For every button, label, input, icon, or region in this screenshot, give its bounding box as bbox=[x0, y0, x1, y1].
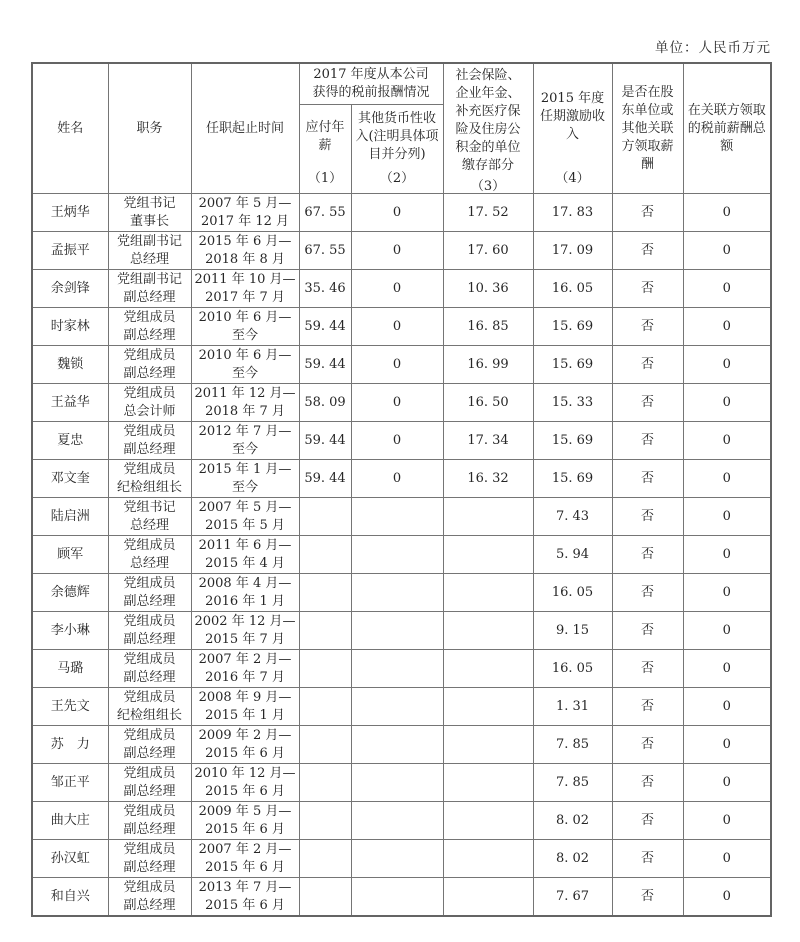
cell-social-insurance bbox=[443, 650, 533, 688]
cell-annual-salary bbox=[299, 536, 351, 574]
cell-term-incentive: 8. 02 bbox=[533, 840, 612, 878]
unit-label: 单位：人民币万元 bbox=[655, 40, 771, 56]
cell-social-insurance: 16. 32 bbox=[443, 460, 533, 498]
cell-position: 党组成员 副总经理 bbox=[108, 764, 191, 802]
header-name-label: 姓名 bbox=[57, 120, 84, 136]
table-row bbox=[32, 384, 771, 422]
cell-position: 党组成员 副总经理 bbox=[108, 726, 191, 764]
cell-related-party-total: 0 bbox=[683, 498, 771, 536]
header-term-incentive bbox=[533, 63, 612, 194]
cell-social-insurance bbox=[443, 612, 533, 650]
cell-related-party-total: 0 bbox=[683, 802, 771, 840]
cell-other-income: 0 bbox=[351, 308, 443, 346]
cell-annual-salary bbox=[299, 498, 351, 536]
table-row bbox=[32, 802, 771, 840]
cell-other-income bbox=[351, 688, 443, 726]
table-row bbox=[32, 232, 771, 270]
header-social-insurance bbox=[443, 63, 533, 194]
header-term-label: 任职起止时间 bbox=[205, 120, 284, 136]
cell-position: 党组成员 副总经理 bbox=[108, 574, 191, 612]
cell-name: 苏 力 bbox=[32, 726, 108, 764]
cell-term: 2015 年 6 月— 2018 年 8 月 bbox=[191, 232, 299, 270]
cell-annual-salary bbox=[299, 612, 351, 650]
cell-name: 李小琳 bbox=[32, 612, 108, 650]
cell-related-party-paid: 否 bbox=[612, 688, 683, 726]
cell-related-party-paid: 否 bbox=[612, 460, 683, 498]
cell-name: 和自兴 bbox=[32, 878, 108, 917]
header-group-2017 bbox=[299, 63, 443, 105]
cell-related-party-paid: 否 bbox=[612, 232, 683, 270]
cell-name: 顾军 bbox=[32, 536, 108, 574]
header-other-income-label: 其他货币性收入(注明具体项目并分列) bbox=[355, 111, 439, 162]
cell-related-party-total: 0 bbox=[683, 612, 771, 650]
header-row-1 bbox=[32, 63, 771, 105]
cell-term: 2011 年 12 月— 2018 年 7 月 bbox=[191, 384, 299, 422]
cell-term-incentive: 7. 85 bbox=[533, 726, 612, 764]
cell-related-party-paid: 否 bbox=[612, 384, 683, 422]
cell-related-party-paid: 否 bbox=[612, 650, 683, 688]
header-term bbox=[191, 63, 299, 194]
cell-position: 党组成员 副总经理 bbox=[108, 308, 191, 346]
cell-term: 2010 年 6 月— 至今 bbox=[191, 308, 299, 346]
cell-annual-salary: 59. 44 bbox=[299, 460, 351, 498]
cell-term-incentive: 17. 83 bbox=[533, 194, 612, 232]
cell-annual-salary bbox=[299, 726, 351, 764]
cell-related-party-total: 0 bbox=[683, 536, 771, 574]
cell-term-incentive: 7. 85 bbox=[533, 764, 612, 802]
cell-annual-salary bbox=[299, 574, 351, 612]
cell-name: 夏忠 bbox=[32, 422, 108, 460]
cell-other-income bbox=[351, 498, 443, 536]
cell-social-insurance: 17. 60 bbox=[443, 232, 533, 270]
cell-term: 2007 年 2 月— 2015 年 6 月 bbox=[191, 840, 299, 878]
table-row bbox=[32, 650, 771, 688]
cell-social-insurance bbox=[443, 574, 533, 612]
header-social-insurance-num: （3） bbox=[470, 178, 506, 194]
cell-annual-salary: 67. 55 bbox=[299, 194, 351, 232]
cell-related-party-total: 0 bbox=[683, 840, 771, 878]
cell-related-party-total: 0 bbox=[683, 422, 771, 460]
cell-name: 王先文 bbox=[32, 688, 108, 726]
cell-name: 余剑锋 bbox=[32, 270, 108, 308]
header-social-insurance-label: 社会保险、企业年金、补充医疗保险及住房公积金的单位缴存部分 bbox=[455, 67, 521, 173]
cell-social-insurance: 16. 85 bbox=[443, 308, 533, 346]
cell-term-incentive: 15. 69 bbox=[533, 346, 612, 384]
cell-name: 王炳华 bbox=[32, 194, 108, 232]
cell-term-incentive: 7. 67 bbox=[533, 878, 612, 917]
cell-term: 2002 年 12 月— 2015 年 7 月 bbox=[191, 612, 299, 650]
table-row bbox=[32, 460, 771, 498]
cell-position: 党组成员 副总经理 bbox=[108, 802, 191, 840]
cell-other-income: 0 bbox=[351, 232, 443, 270]
header-annual-salary-label: 应付年薪 bbox=[305, 120, 345, 153]
cell-name: 孟振平 bbox=[32, 232, 108, 270]
header-related-party-paid bbox=[612, 63, 683, 194]
cell-social-insurance: 16. 99 bbox=[443, 346, 533, 384]
cell-term-incentive: 15. 69 bbox=[533, 422, 612, 460]
cell-position: 党组成员 副总经理 bbox=[108, 878, 191, 917]
cell-social-insurance: 17. 34 bbox=[443, 422, 533, 460]
cell-term: 2007 年 5 月— 2015 年 5 月 bbox=[191, 498, 299, 536]
cell-term: 2011 年 10 月— 2017 年 7 月 bbox=[191, 270, 299, 308]
cell-related-party-paid: 否 bbox=[612, 194, 683, 232]
cell-position: 党组成员 副总经理 bbox=[108, 346, 191, 384]
cell-position: 党组成员 副总经理 bbox=[108, 422, 191, 460]
cell-term-incentive: 16. 05 bbox=[533, 650, 612, 688]
cell-other-income bbox=[351, 650, 443, 688]
cell-other-income bbox=[351, 536, 443, 574]
cell-position: 党组成员 总经理 bbox=[108, 536, 191, 574]
cell-related-party-total: 0 bbox=[683, 346, 771, 384]
cell-other-income bbox=[351, 802, 443, 840]
cell-term: 2008 年 4 月— 2016 年 1 月 bbox=[191, 574, 299, 612]
cell-term-incentive: 17. 09 bbox=[533, 232, 612, 270]
cell-related-party-paid: 否 bbox=[612, 840, 683, 878]
table-row bbox=[32, 574, 771, 612]
cell-related-party-paid: 否 bbox=[612, 612, 683, 650]
cell-position: 党组成员 副总经理 bbox=[108, 612, 191, 650]
table-row bbox=[32, 878, 771, 917]
cell-related-party-total: 0 bbox=[683, 764, 771, 802]
cell-name: 邓文奎 bbox=[32, 460, 108, 498]
cell-name: 余德辉 bbox=[32, 574, 108, 612]
cell-related-party-paid: 否 bbox=[612, 802, 683, 840]
cell-related-party-total: 0 bbox=[683, 460, 771, 498]
cell-term-incentive: 15. 33 bbox=[533, 384, 612, 422]
table-row bbox=[32, 308, 771, 346]
cell-social-insurance bbox=[443, 764, 533, 802]
cell-term-incentive: 8. 02 bbox=[533, 802, 612, 840]
cell-related-party-paid: 否 bbox=[612, 574, 683, 612]
header-annual-salary-num: （1） bbox=[307, 171, 343, 186]
cell-related-party-total: 0 bbox=[683, 194, 771, 232]
cell-name: 魏锁 bbox=[32, 346, 108, 384]
header-position-label: 职务 bbox=[136, 120, 163, 136]
cell-related-party-paid: 否 bbox=[612, 422, 683, 460]
cell-other-income bbox=[351, 764, 443, 802]
cell-annual-salary bbox=[299, 878, 351, 917]
cell-social-insurance bbox=[443, 726, 533, 764]
cell-term-incentive: 9. 15 bbox=[533, 612, 612, 650]
cell-related-party-total: 0 bbox=[683, 308, 771, 346]
header-related-party-paid-label: 是否在股东单位或其他关联方领取薪酬 bbox=[621, 84, 674, 172]
table-row bbox=[32, 270, 771, 308]
cell-social-insurance: 10. 36 bbox=[443, 270, 533, 308]
table-row bbox=[32, 688, 771, 726]
cell-name: 邹正平 bbox=[32, 764, 108, 802]
cell-social-insurance bbox=[443, 878, 533, 917]
table-row bbox=[32, 764, 771, 802]
cell-annual-salary: 67. 55 bbox=[299, 232, 351, 270]
cell-term: 2011 年 6 月— 2015 年 4 月 bbox=[191, 536, 299, 574]
cell-position: 党组副书记 副总经理 bbox=[108, 270, 191, 308]
cell-other-income: 0 bbox=[351, 346, 443, 384]
cell-related-party-paid: 否 bbox=[612, 726, 683, 764]
cell-related-party-paid: 否 bbox=[612, 536, 683, 574]
cell-term-incentive: 5. 94 bbox=[533, 536, 612, 574]
cell-social-insurance bbox=[443, 840, 533, 878]
cell-position: 党组成员 总会计师 bbox=[108, 384, 191, 422]
cell-related-party-paid: 否 bbox=[612, 308, 683, 346]
cell-term: 2010 年 12 月— 2015 年 6 月 bbox=[191, 764, 299, 802]
cell-term: 2013 年 7 月— 2015 年 6 月 bbox=[191, 878, 299, 917]
cell-related-party-total: 0 bbox=[683, 650, 771, 688]
cell-related-party-total: 0 bbox=[683, 232, 771, 270]
cell-other-income bbox=[351, 878, 443, 917]
table-row bbox=[32, 194, 771, 232]
cell-related-party-total: 0 bbox=[683, 688, 771, 726]
cell-related-party-total: 0 bbox=[683, 574, 771, 612]
cell-annual-salary bbox=[299, 802, 351, 840]
table-row bbox=[32, 840, 771, 878]
cell-related-party-paid: 否 bbox=[612, 878, 683, 917]
cell-term-incentive: 16. 05 bbox=[533, 574, 612, 612]
cell-annual-salary: 35. 46 bbox=[299, 270, 351, 308]
cell-other-income: 0 bbox=[351, 460, 443, 498]
cell-name: 王益华 bbox=[32, 384, 108, 422]
header-position bbox=[108, 63, 191, 194]
cell-annual-salary bbox=[299, 688, 351, 726]
cell-other-income bbox=[351, 574, 443, 612]
cell-annual-salary: 59. 44 bbox=[299, 422, 351, 460]
cell-name: 陆启洲 bbox=[32, 498, 108, 536]
cell-annual-salary bbox=[299, 840, 351, 878]
cell-social-insurance bbox=[443, 498, 533, 536]
cell-related-party-total: 0 bbox=[683, 726, 771, 764]
cell-annual-salary bbox=[299, 764, 351, 802]
cell-term: 2009 年 5 月— 2015 年 6 月 bbox=[191, 802, 299, 840]
header-annual-salary bbox=[299, 105, 351, 194]
cell-related-party-total: 0 bbox=[683, 878, 771, 917]
cell-social-insurance: 16. 50 bbox=[443, 384, 533, 422]
cell-term: 2012 年 7 月— 至今 bbox=[191, 422, 299, 460]
cell-other-income: 0 bbox=[351, 422, 443, 460]
cell-position: 党组书记 总经理 bbox=[108, 498, 191, 536]
cell-related-party-paid: 否 bbox=[612, 764, 683, 802]
cell-position: 党组成员 副总经理 bbox=[108, 840, 191, 878]
cell-related-party-paid: 否 bbox=[612, 346, 683, 384]
cell-other-income bbox=[351, 840, 443, 878]
salary-table bbox=[31, 62, 772, 917]
table-row bbox=[32, 612, 771, 650]
header-name bbox=[32, 63, 108, 194]
cell-related-party-paid: 否 bbox=[612, 498, 683, 536]
cell-term: 2010 年 6 月— 至今 bbox=[191, 346, 299, 384]
header-other-income bbox=[351, 105, 443, 194]
header-term-incentive-label: 2015 年度任期激励收入 bbox=[539, 90, 605, 142]
header-related-party-total bbox=[683, 63, 771, 194]
cell-other-income: 0 bbox=[351, 384, 443, 422]
cell-related-party-paid: 否 bbox=[612, 270, 683, 308]
cell-name: 孙汉虹 bbox=[32, 840, 108, 878]
cell-other-income bbox=[351, 612, 443, 650]
header-other-income-num: （2） bbox=[379, 171, 415, 186]
cell-position: 党组书记 董事长 bbox=[108, 194, 191, 232]
cell-social-insurance bbox=[443, 802, 533, 840]
cell-annual-salary: 58. 09 bbox=[299, 384, 351, 422]
cell-other-income: 0 bbox=[351, 270, 443, 308]
header-term-incentive-num: （4） bbox=[555, 170, 590, 186]
cell-term-incentive: 7. 43 bbox=[533, 498, 612, 536]
table-row bbox=[32, 346, 771, 384]
cell-term-incentive: 15. 69 bbox=[533, 460, 612, 498]
table-row bbox=[32, 726, 771, 764]
cell-annual-salary bbox=[299, 650, 351, 688]
table-row bbox=[32, 536, 771, 574]
cell-social-insurance: 17. 52 bbox=[443, 194, 533, 232]
cell-name: 曲大庄 bbox=[32, 802, 108, 840]
cell-term-incentive: 16. 05 bbox=[533, 270, 612, 308]
cell-term-incentive: 15. 69 bbox=[533, 308, 612, 346]
cell-annual-salary: 59. 44 bbox=[299, 308, 351, 346]
header-group-2017-label: 2017 年度从本公司获得的税前报酬情况 bbox=[312, 67, 430, 100]
cell-name: 时家林 bbox=[32, 308, 108, 346]
cell-position: 党组成员 副总经理 bbox=[108, 650, 191, 688]
cell-other-income bbox=[351, 726, 443, 764]
cell-position: 党组成员 纪检组组长 bbox=[108, 688, 191, 726]
cell-position: 党组副书记 总经理 bbox=[108, 232, 191, 270]
table-row bbox=[32, 498, 771, 536]
cell-social-insurance bbox=[443, 536, 533, 574]
table-header bbox=[32, 63, 771, 194]
cell-annual-salary: 59. 44 bbox=[299, 346, 351, 384]
cell-position: 党组成员 纪检组组长 bbox=[108, 460, 191, 498]
cell-related-party-total: 0 bbox=[683, 270, 771, 308]
cell-term: 2007 年 2 月— 2016 年 7 月 bbox=[191, 650, 299, 688]
header-related-party-total-label: 在关联方领取的税前薪酬总额 bbox=[687, 102, 766, 154]
cell-name: 马璐 bbox=[32, 650, 108, 688]
table-body bbox=[32, 194, 771, 917]
cell-term: 2015 年 1 月— 至今 bbox=[191, 460, 299, 498]
cell-term: 2007 年 5 月— 2017 年 12 月 bbox=[191, 194, 299, 232]
cell-term: 2008 年 9 月— 2015 年 1 月 bbox=[191, 688, 299, 726]
cell-social-insurance bbox=[443, 688, 533, 726]
cell-other-income: 0 bbox=[351, 194, 443, 232]
cell-term-incentive: 1. 31 bbox=[533, 688, 612, 726]
cell-term: 2009 年 2 月— 2015 年 6 月 bbox=[191, 726, 299, 764]
cell-related-party-total: 0 bbox=[683, 384, 771, 422]
table-row bbox=[32, 422, 771, 460]
